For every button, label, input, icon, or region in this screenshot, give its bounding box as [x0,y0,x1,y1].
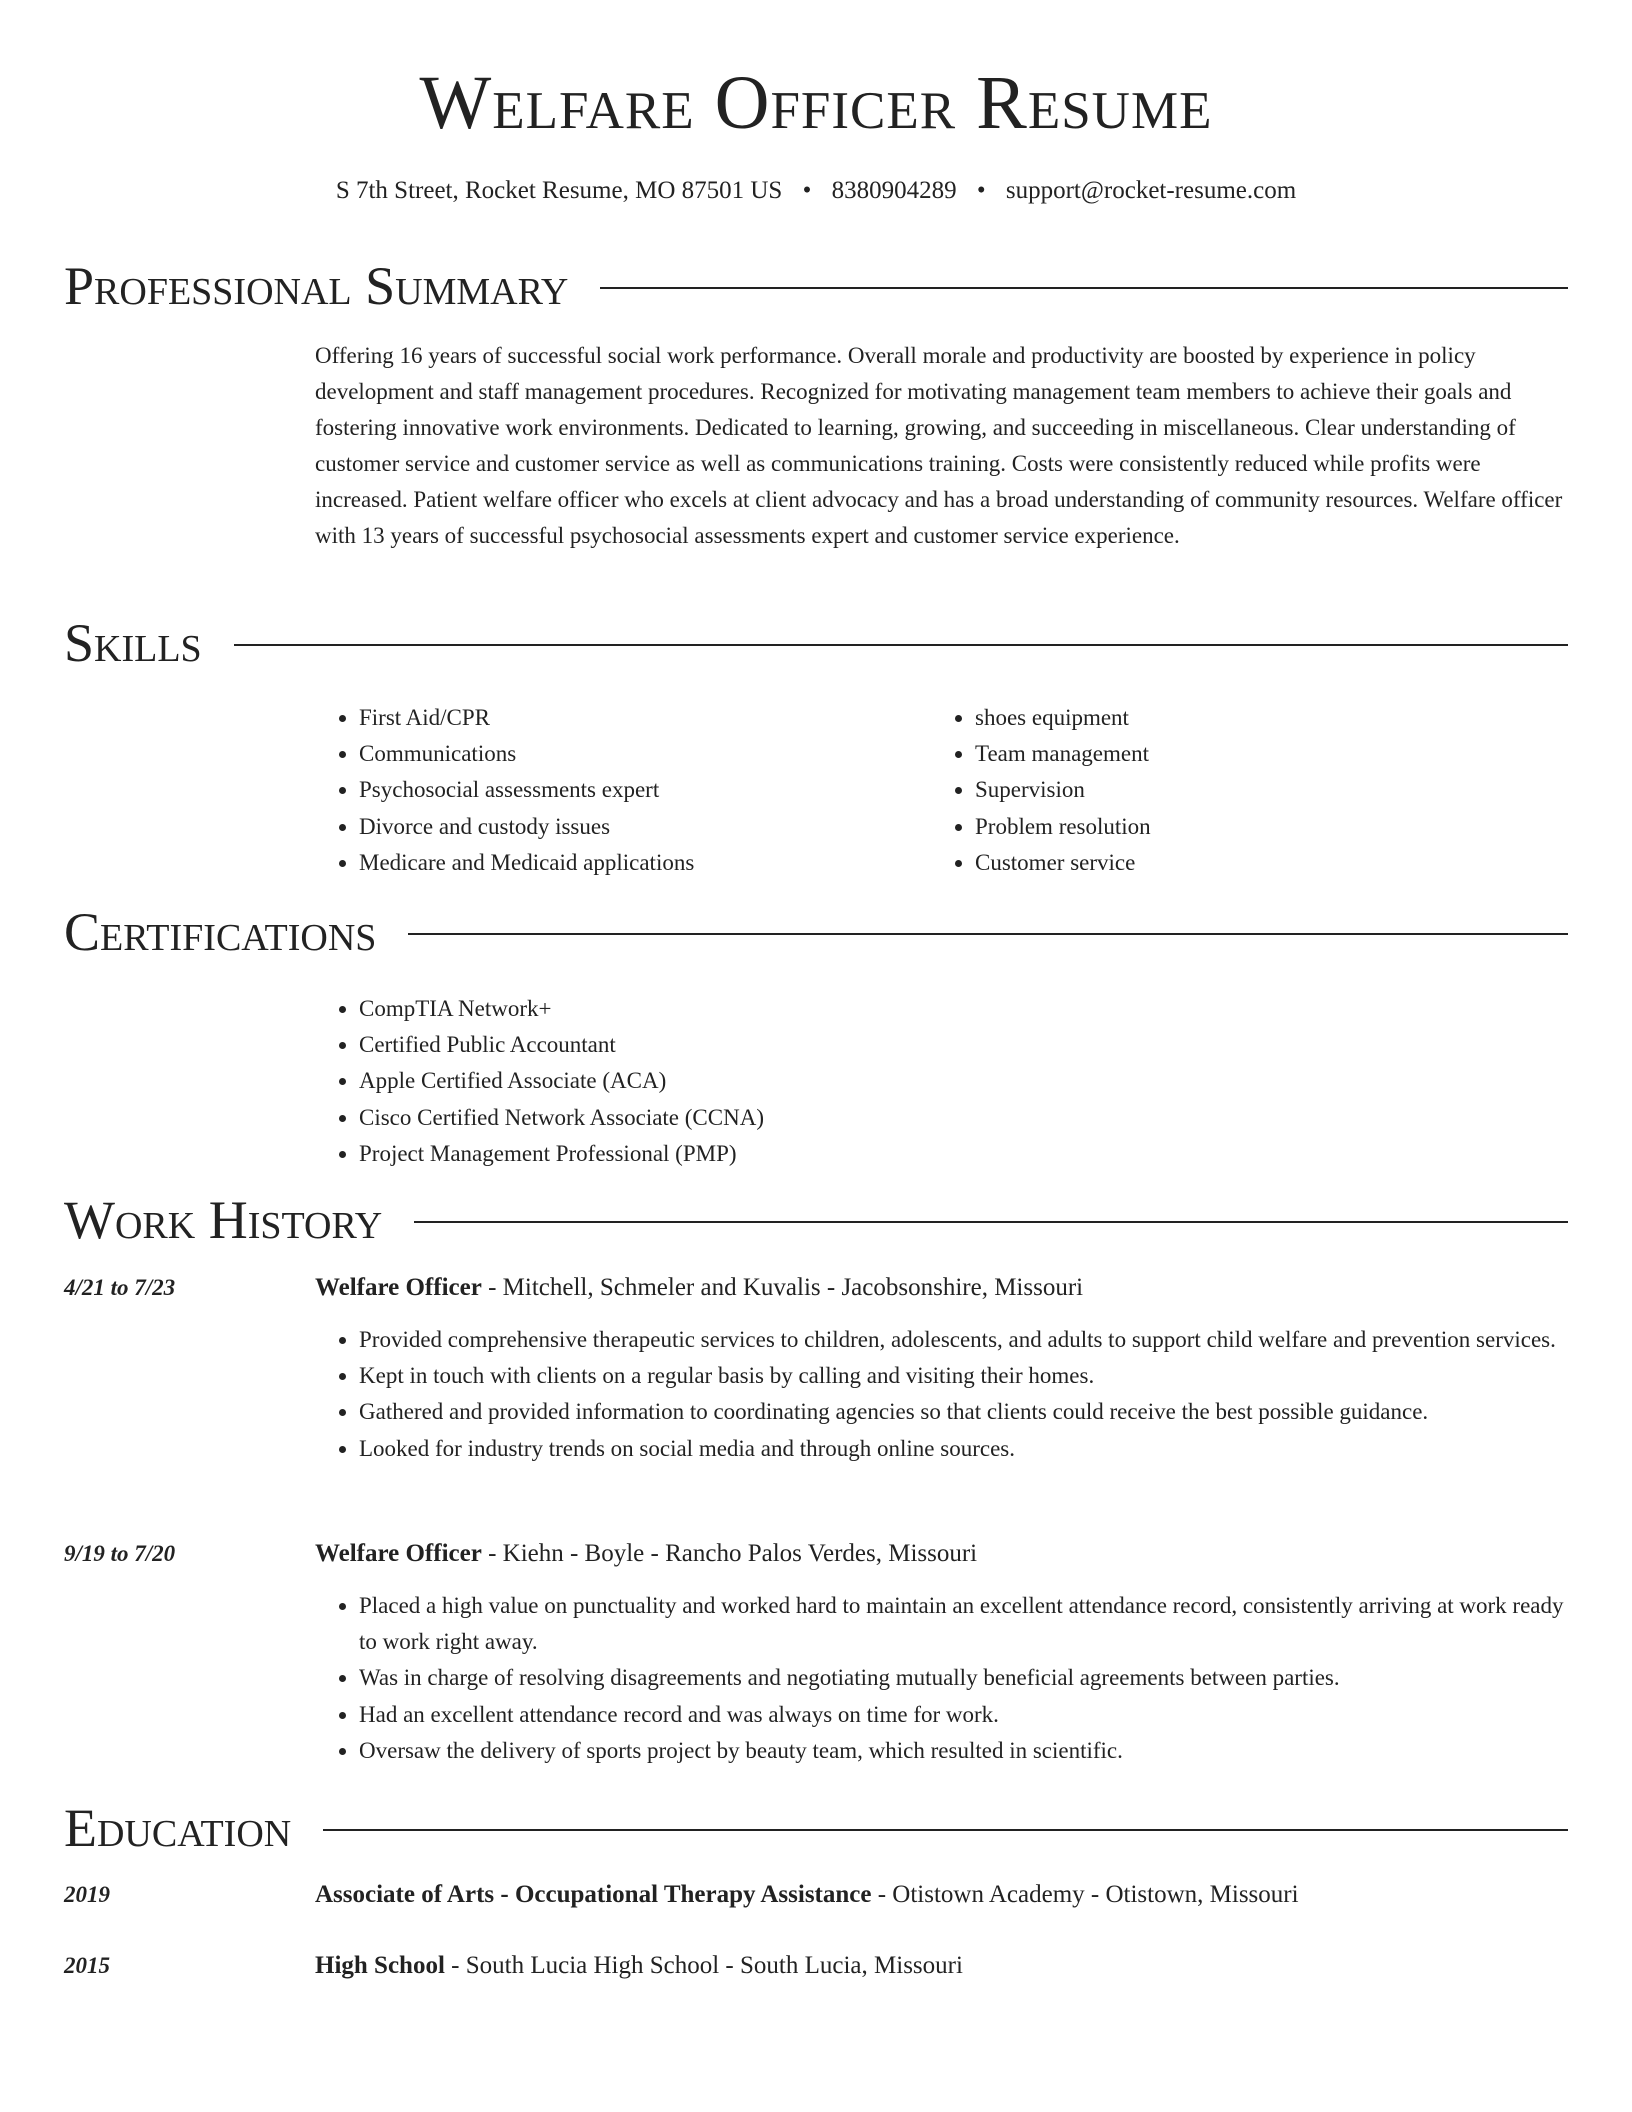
page-title: Welfare Officer Resume [419,61,1213,145]
section-divider [408,933,1568,935]
job-title: Welfare Officer [315,1274,482,1301]
list-item: • Supervision [975,772,1531,808]
job-dates: 9/19 to 7/20 [64,1541,176,1566]
list-item: • Placed a high value on punctuality and worked hard to maintain an excellent attendance record, consistently arriving at work ready to work right away. [359,1588,1567,1660]
summary-paragraph: Offering 16 years of successful social work performance. Overall morale and productivity are boosted by experience in policy development and staff management procedures. Recognized for motivating management team members to achieve their goals and fostering innovative work environments. Dedicated to learning, growing, and succeeding in miscellaneous. Clear understanding of customer service and customer service as well as communications training. Costs were consistently reduced while profits were increased. Patient welfare officer who excels at client advocacy and has a broad understanding of community resources. Welfare officer with 13 years of successful psychosocial assessments expert and customer service experience. [315,343,1563,548]
list-item: • Oversaw the delivery of sports project by beauty team, which resulted in scientific. [359,1733,1567,1769]
section-title-education: Education [64,1798,292,1858]
section-divider [323,1829,1568,1831]
job-heading [315,1537,1565,1571]
list-item: • Kept in touch with clients on a regular basis by calling and visiting their homes. [359,1358,1567,1394]
list-item: • Had an excellent attendance record and was always on time for work. [359,1697,1567,1733]
section-title-summary: Professional Summary [64,256,569,316]
list-item: • Communications [359,736,915,772]
section-divider [414,1221,1568,1223]
contact-address: S 7th Street, Rocket Resume, MO 87501 US [335,177,783,204]
list-item: • Customer service [975,845,1531,881]
section-title-skills: Skills [64,613,202,673]
section-header-certifications [64,900,1568,964]
section-header-work-history [64,1188,1568,1252]
job-title: Welfare Officer [315,1540,482,1567]
education-school: - South Lucia High School - South Lucia, Missouri [444,1952,963,1979]
section-divider [600,287,1568,289]
job-heading [315,1271,1565,1305]
list-item: • First Aid/CPR [359,700,915,736]
skills-column-right [931,700,1531,881]
contact-separator: • [802,177,812,204]
contact-separator: • [976,177,986,204]
education-degree: High School [315,1952,445,1979]
contact-line [0,174,1632,208]
job-employer: - Mitchell, Schmeler and Kuvalis - Jacobsonshire, Missouri [481,1274,1084,1301]
job-duties [315,1322,1567,1467]
education-entry [315,1878,1565,1912]
job-employer: - Kiehn - Boyle - Rancho Palos Verdes, Missouri [481,1540,978,1567]
section-header-summary [64,254,1568,318]
list-item: • Medicare and Medicaid applications [359,845,915,881]
skills-column-left [315,700,915,881]
certifications-list [315,991,1315,1172]
section-header-education [64,1796,1568,1860]
section-header-skills [64,611,1568,675]
list-item: • shoes equipment [975,700,1531,736]
education-year: 2019 [64,1882,110,1907]
list-item: • Provided comprehensive therapeutic services to children, adolescents, and adults to support child welfare and prevention services. [359,1322,1567,1358]
list-item: • CompTIA Network+ [359,991,1315,1027]
list-item: • Divorce and custody issues [359,809,915,845]
list-item: • Psychosocial assessments expert [359,772,915,808]
list-item: • Looked for industry trends on social media and through online sources. [359,1431,1567,1467]
list-item: • Project Management Professional (PMP) [359,1136,1315,1172]
contact-email: support@rocket-resume.com [1005,177,1297,204]
list-item: • Certified Public Accountant [359,1027,1315,1063]
education-degree: Associate of Arts - Occupational Therapy Assistance [315,1881,872,1908]
list-item: • Problem resolution [975,809,1531,845]
job-duties [315,1588,1567,1769]
job-dates: 4/21 to 7/23 [64,1275,176,1300]
education-school: - Otistown Academy - Otistown, Missouri [871,1881,1299,1908]
list-item: • Gathered and provided information to coordinating agencies so that clients could receive the best possible guidance. [359,1394,1567,1430]
section-divider [234,644,1568,646]
contact-phone: 8380904289 [831,177,957,204]
education-year: 2015 [64,1953,110,1978]
list-item: • Cisco Certified Network Associate (CCNA) [359,1100,1315,1136]
list-item: • Team management [975,736,1531,772]
section-title-work-history: Work History [64,1190,383,1250]
list-item: • Was in charge of resolving disagreements and negotiating mutually beneficial agreements between parties. [359,1660,1567,1696]
education-entry [315,1949,1565,1983]
list-item: • Apple Certified Associate (ACA) [359,1063,1315,1099]
section-title-certifications: Certifications [64,902,377,962]
